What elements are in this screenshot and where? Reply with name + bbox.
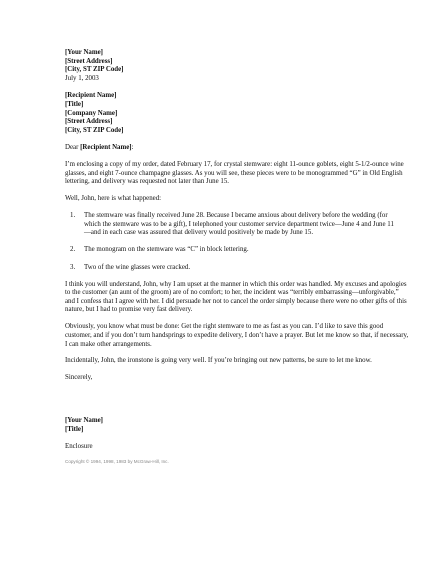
letter-page (65, 49, 410, 466)
spacer (65, 434, 410, 443)
list-item (65, 212, 410, 238)
recipient-street: [Street Address] (65, 118, 113, 126)
list-item-text: The stemware was finally received June 28. Because I became anxious about delivery before the wedding (for which the stemware was to be a gift), I telephoned your customer service department twice—June 4 and June 11—and in each case was assured that delivery would positively be made by June 15. (84, 212, 394, 237)
signature-name: [Your Name] (65, 417, 103, 425)
body-paragraph-apology: I think you will understand, John, why I am upset at the manner in which this order was handled. My excuses and apologies to the customer (an aunt of the groom) are of no comfort; to her, the incident was “terribly embarrassing—unforgivable,” and I confess that I agree with her. I did persuade her not to cancel the order simply because there were no other gifts of this nature, but I had to promise very fast delivery. (65, 280, 407, 314)
list-item-text: Two of the wine glasses were cracked. (84, 263, 191, 271)
list-item-text: The monogram on the stemware was “C” in block lettering. (84, 246, 249, 254)
list-item-number: 2. (70, 246, 76, 254)
recipient-title: [Title] (65, 100, 84, 108)
list-item-number: 3. (70, 263, 76, 271)
salutation-suffix: : (131, 144, 134, 152)
enclosure-note: Enclosure (65, 442, 93, 450)
body-paragraph-request: Obviously, you know what must be done: Get the right stemware to me as fast as you can. I’d like to save this good customer, and if you don’t turn handsprings to expedite delivery, I don’t have a prayer. But let me know so that, if necessary, I can make other arrangements. (65, 323, 409, 348)
copyright-notice: Copyright © 1994, 1998, 1983 by McGraw-Hill, Inc. (65, 458, 169, 464)
spacer (65, 135, 410, 144)
recipient-block (65, 92, 410, 135)
sender-street: [Street Address] (65, 57, 113, 65)
list-item-number: 1. (70, 212, 76, 220)
body-paragraph-ironstone: Incidentally, John, the ironstone is going very well. If you’re bringing out new patterns, be sure to let me know. (65, 357, 372, 365)
list-item (65, 264, 410, 273)
recipient-name: [Recipient Name] (65, 92, 117, 100)
signature-space (65, 391, 410, 417)
list-item (65, 246, 410, 255)
sender-name: [Your Name] (65, 49, 103, 56)
sender-city-line: [City, ST ZIP Code] (65, 66, 124, 74)
body-paragraph-intro: Well, John, here is what happened: (65, 195, 162, 203)
body-paragraph-order: I’m enclosing a copy of my order, dated February 17, for crystal stemware: eight 11-ounce goblets, eight 5-1/2-ounce wine glasses, and eight 7-ounce champagne glasses. As you will see, these pieces were to be monogrammed “G” in Old English lettering, and delivery was requested not later than June 15. (65, 161, 404, 186)
salutation-prefix: Dear (65, 144, 81, 152)
letter-date: July 1, 2003 (65, 74, 99, 82)
sender-block (65, 49, 410, 83)
closing: Sincerely, (65, 374, 93, 382)
salutation-name: [Recipient Name] (80, 144, 132, 152)
issue-list (65, 212, 410, 272)
signature-title: [Title] (65, 425, 84, 433)
recipient-city-line: [City, ST ZIP Code] (65, 126, 124, 134)
salutation (65, 144, 410, 153)
signature-block (65, 417, 410, 434)
recipient-company: [Company Name] (65, 109, 118, 117)
spacer (65, 83, 410, 92)
